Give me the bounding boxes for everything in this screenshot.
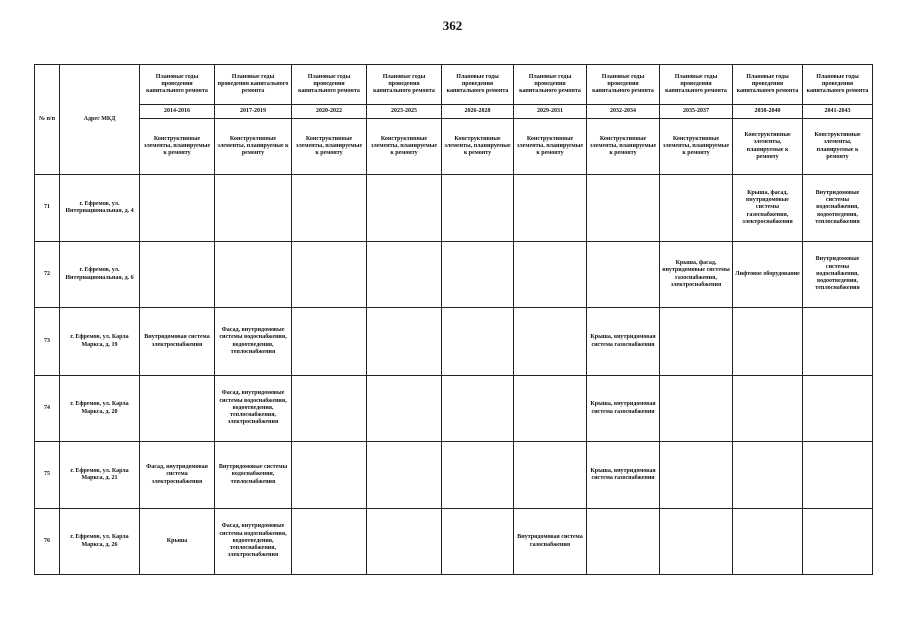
table-row [35, 308, 873, 376]
row-repair-cell [803, 376, 873, 442]
row-repair-cell [140, 376, 215, 442]
row-address: г. Ефремов, ул. Интернациональная, д. 6 [60, 242, 140, 308]
row-repair-cell [442, 242, 514, 308]
row-address: г. Ефремов, ул. Карла Маркса, д. 21 [60, 442, 140, 509]
row-repair-cell: Крыша [140, 509, 215, 575]
page-number: 362 [442, 18, 463, 33]
row-repair-cell: Внутридомовые системы водоснабжения, теплоснабжения [215, 442, 292, 509]
header-period-title: Плановые годы проведения капитального ремонта [660, 65, 733, 105]
row-repair-cell [367, 242, 442, 308]
header-period-years: 2032-2034 [587, 105, 660, 119]
row-repair-cell [367, 509, 442, 575]
row-repair-cell [514, 175, 587, 242]
header-sub-label: Конструктивные элементы, планируемые к ремонту [215, 119, 292, 175]
header-period-title: Плановые годы проведения капитального ремонта [215, 65, 292, 105]
header-sub-label: Конструктивные элементы, планируемые к ремонту [587, 119, 660, 175]
row-repair-cell [803, 442, 873, 509]
header-period-years: 2038-2040 [733, 105, 803, 119]
row-number: 71 [35, 175, 60, 242]
row-repair-cell [733, 509, 803, 575]
row-repair-cell [514, 308, 587, 376]
row-repair-cell [733, 308, 803, 376]
header-sub-label: Конструктивные элементы, планируемые к ремонту [140, 119, 215, 175]
header-sub-label: Конструктивные элементы, планируемые к ремонту [803, 119, 873, 175]
row-repair-cell [292, 242, 367, 308]
header-period-title: Плановые годы проведения капитального ремонта [442, 65, 514, 105]
row-number: 73 [35, 308, 60, 376]
header-period-years: 2014-2016 [140, 105, 215, 119]
row-repair-cell: Крыша, внутридомовая система газоснабжения [587, 376, 660, 442]
row-repair-cell [514, 442, 587, 509]
header-period-title: Плановые годы проведения капитального ремонта [733, 65, 803, 105]
header-period-title: Плановые годы проведения капитального ремонта [514, 65, 587, 105]
row-repair-cell [367, 175, 442, 242]
table-row [35, 442, 873, 509]
row-number: 72 [35, 242, 60, 308]
row-repair-cell [803, 308, 873, 376]
row-repair-cell [442, 509, 514, 575]
row-repair-cell [367, 442, 442, 509]
table-row [35, 242, 873, 308]
row-repair-cell [292, 308, 367, 376]
header-period-title: Плановые годы проведения капитального ремонта [367, 65, 442, 105]
header-sub-label: Конструктивные элементы, планируемые к ремонту [442, 119, 514, 175]
row-repair-cell: Крыша, внутридомовая система газоснабжения [587, 442, 660, 509]
header-period-years: 2017-2019 [215, 105, 292, 119]
row-address: г. Ефремов, ул. Карла Маркса, д. 19 [60, 308, 140, 376]
row-repair-cell [292, 376, 367, 442]
table-body [35, 175, 873, 575]
row-repair-cell [292, 509, 367, 575]
row-repair-cell [442, 175, 514, 242]
row-address: г. Ефремов, ул. Карла Маркса, д. 26 [60, 509, 140, 575]
row-repair-cell: Внутридомовая система электроснабжения [140, 308, 215, 376]
header-period-title: Плановые годы проведения капитального ремонта [803, 65, 873, 105]
row-number: 76 [35, 509, 60, 575]
header-sub-label: Конструктивные элементы, планируемые к ремонту [514, 119, 587, 175]
row-address: г. Ефремов, ул. Карла Маркса, д. 20 [60, 376, 140, 442]
row-repair-cell [660, 308, 733, 376]
row-repair-cell [733, 376, 803, 442]
row-repair-cell [587, 242, 660, 308]
row-repair-cell [514, 242, 587, 308]
header-period-years: 2026-2028 [442, 105, 514, 119]
header-sub-label: Конструктивные элементы, планируемые к ремонту [733, 119, 803, 175]
row-repair-cell [140, 175, 215, 242]
row-repair-cell [660, 175, 733, 242]
row-repair-cell [442, 442, 514, 509]
header-sub-label: Конструктивные элементы, планируемые к ремонту [367, 119, 442, 175]
row-repair-cell: Крыша, внутридомовая система газоснабжения [587, 308, 660, 376]
header-period-title: Плановые годы проведения капитального ремонта [292, 65, 367, 105]
header-num: № п/п [35, 65, 60, 175]
header-period-years: 2035-2037 [660, 105, 733, 119]
row-repair-cell: Внутридомовые системы водоснабжения, водоотведения, теплоснабжения [803, 175, 873, 242]
table-row [35, 509, 873, 575]
header-address: Адрес МКД [60, 65, 140, 175]
row-repair-cell [367, 308, 442, 376]
row-repair-cell [292, 442, 367, 509]
row-repair-cell [660, 442, 733, 509]
row-repair-cell [587, 509, 660, 575]
row-repair-cell [442, 376, 514, 442]
row-number: 75 [35, 442, 60, 509]
header-sub-label: Конструктивные элементы, планируемые к ремонту [292, 119, 367, 175]
row-repair-cell: Фасад, внутридомовые системы водоснабжения, водоотведения, теплоснабжения [215, 308, 292, 376]
row-repair-cell [442, 308, 514, 376]
row-repair-cell [514, 376, 587, 442]
row-repair-cell: Фасад, внутридомовые системы водоснабжения, водоотведения, теплоснабжения, электроснабжения [215, 509, 292, 575]
table-header [35, 65, 873, 175]
row-repair-cell [215, 175, 292, 242]
header-period-years: 2020-2022 [292, 105, 367, 119]
row-repair-cell [660, 376, 733, 442]
repair-schedule-table [34, 64, 873, 575]
header-period-title: Плановые годы проведения капитального ремонта [587, 65, 660, 105]
row-repair-cell [660, 509, 733, 575]
row-number: 74 [35, 376, 60, 442]
row-repair-cell: Крыша, фасад, внутридомовые системы газоснабжения, электроснабжения [660, 242, 733, 308]
row-repair-cell [367, 376, 442, 442]
row-address: г. Ефремов, ул. Интернациональная, д. 4 [60, 175, 140, 242]
table-row [35, 376, 873, 442]
row-repair-cell: Внутридомовая система газоснабжения [514, 509, 587, 575]
row-repair-cell [587, 175, 660, 242]
row-repair-cell: Лифтовое оборудование [733, 242, 803, 308]
table-row [35, 175, 873, 242]
header-period-years: 2041-2043 [803, 105, 873, 119]
row-repair-cell: Фасад, внутридомовые системы водоснабжения, водоотведения, теплоснабжения, электроснабжения [215, 376, 292, 442]
header-period-years: 2023-2025 [367, 105, 442, 119]
row-repair-cell: Фасад, внутридомовая система электроснабжения [140, 442, 215, 509]
row-repair-cell [733, 442, 803, 509]
row-repair-cell [292, 175, 367, 242]
header-period-title: Плановые годы проведения капитального ремонта [140, 65, 215, 105]
row-repair-cell [215, 242, 292, 308]
header-sub-label: Конструктивные элементы, планируемые к ремонту [660, 119, 733, 175]
header-period-years: 2029-2031 [514, 105, 587, 119]
row-repair-cell [803, 509, 873, 575]
row-repair-cell: Внутридомовые системы водоснабжения, водоотведения, теплоснабжения [803, 242, 873, 308]
row-repair-cell [140, 242, 215, 308]
row-repair-cell: Крыша, фасад, внутридомовые системы газоснабжения, электроснабжения [733, 175, 803, 242]
